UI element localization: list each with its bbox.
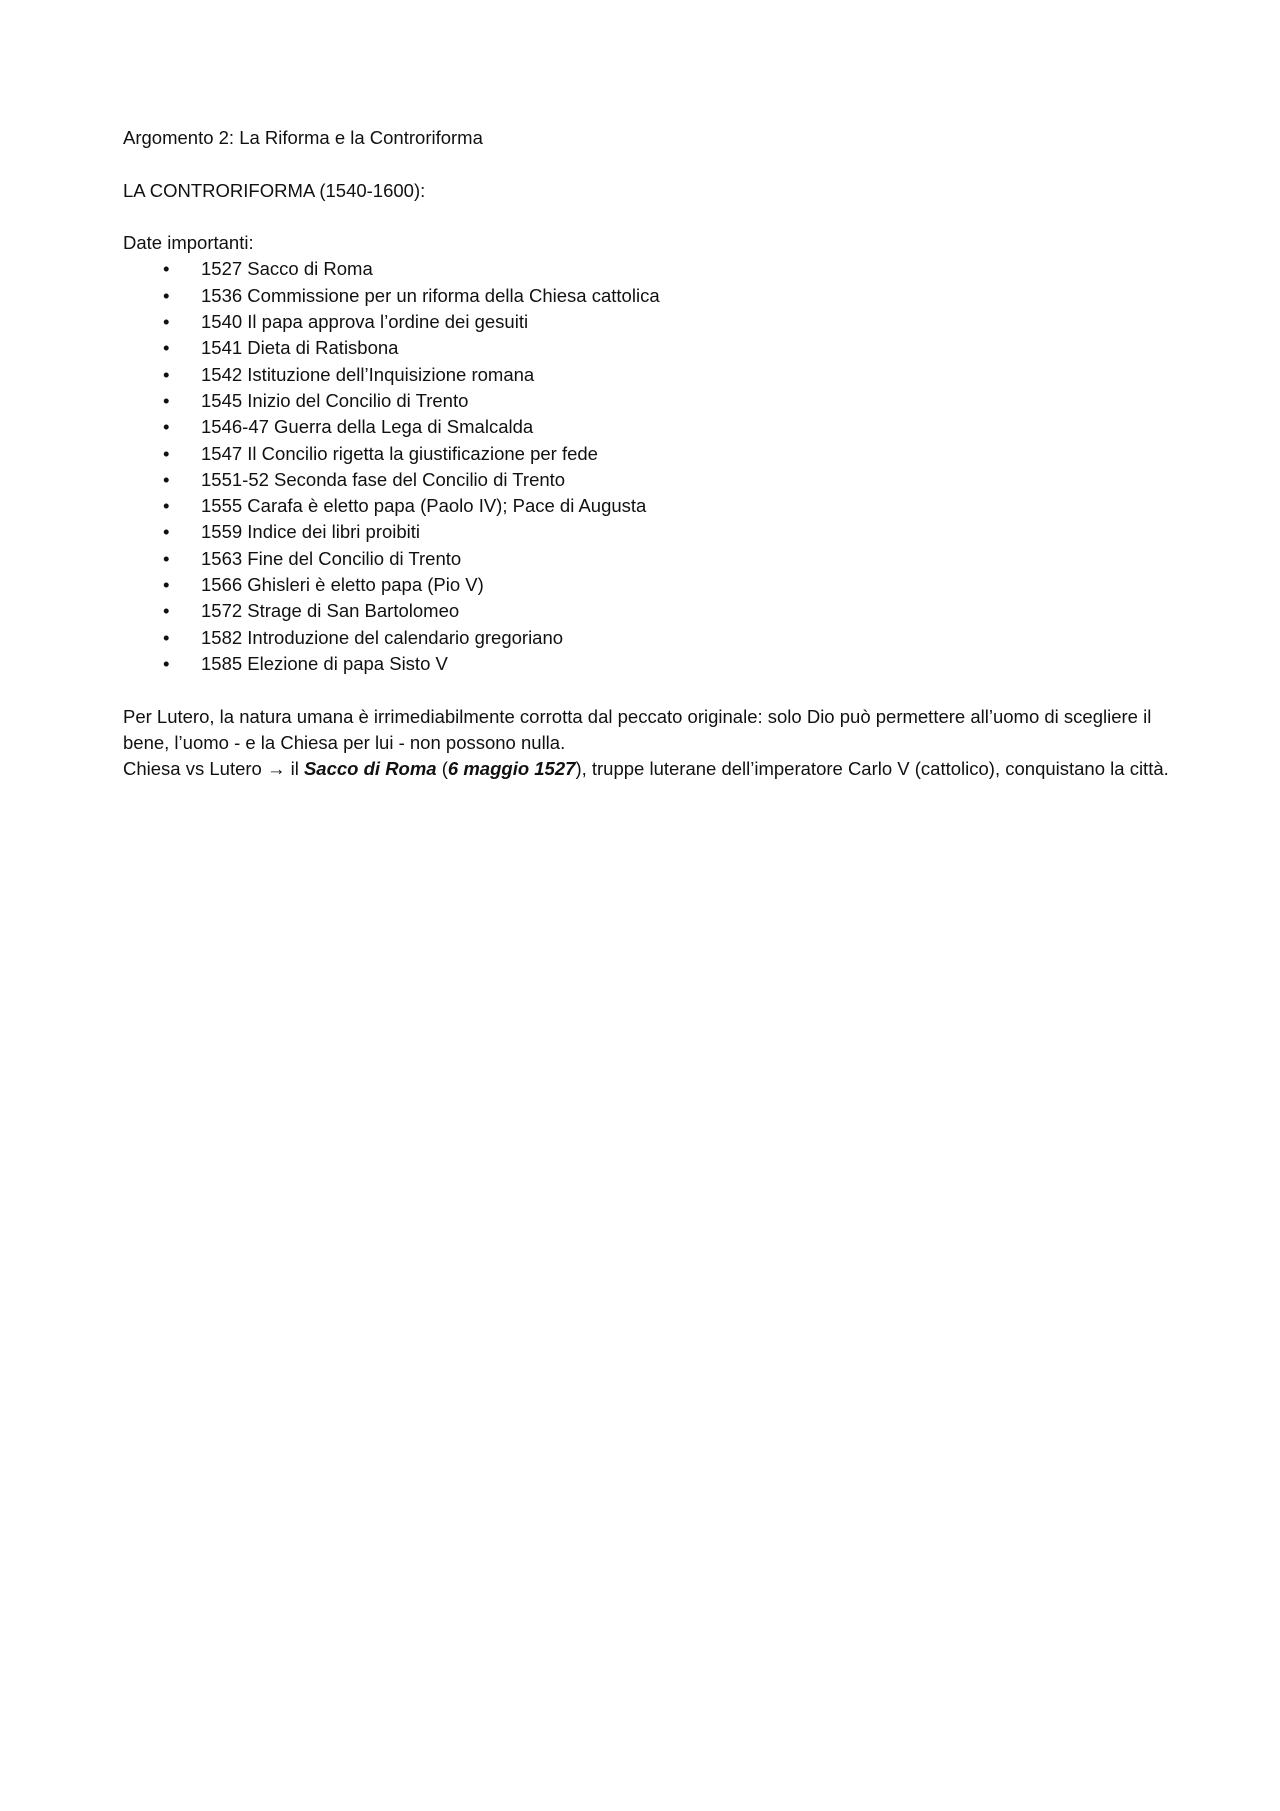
list-item: • 1563 Fine del Concilio di Trento (123, 546, 1178, 572)
list-item: • 1540 Il papa approva l’ordine dei gesuiti (123, 309, 1178, 335)
list-item: • 1527 Sacco di Roma (123, 256, 1178, 282)
text-run: ( (436, 758, 448, 780)
list-item: • 1585 Elezione di papa Sisto V (123, 651, 1178, 677)
emphasis-date: 6 maggio 1527 (447, 758, 576, 780)
text-run: ), truppe luterane dell’imperatore Carlo V (cattolico), conquistano la città. (575, 758, 1169, 780)
list-item: • 1542 Istituzione dell’Inquisizione romana (123, 362, 1178, 388)
list-item: • 1547 Il Concilio rigetta la giustificazione per fede (123, 441, 1178, 467)
spacer (123, 204, 1178, 230)
list-item: • 1546-47 Guerra della Lega di Smalcalda (123, 414, 1178, 440)
list-item: • 1536 Commissione per un riforma della Chiesa cattolica (123, 283, 1178, 309)
spacer (123, 677, 1178, 703)
document-title: Argomento 2: La Riforma e la Controriforma (123, 127, 483, 148)
list-item: • 1541 Dieta di Ratisbona (123, 335, 1178, 361)
list-item: • 1551-52 Seconda fase del Concilio di Trento (123, 467, 1178, 493)
paragraph-sacco-roma (123, 756, 1178, 782)
section-heading-controriforma: LA CONTRORIFORMA (1540-1600): (123, 179, 426, 201)
list-item: • 1559 Indice dei libri proibiti (123, 519, 1178, 545)
dates-heading: Date importanti: (123, 232, 254, 254)
list-item: • 1566 Ghisleri è eletto papa (Pio V) (123, 572, 1178, 598)
emphasis-sacco-di-roma: Sacco di Roma (303, 758, 437, 780)
paragraph-lutero: Per Lutero, la natura umana è irrimediabilmente corrotta dal peccato originale: solo Dio può permettere all’uomo di scegliere il bene, l’uomo - e la Chiesa per lui - non possono nulla. (123, 705, 1152, 753)
text-run: Chiesa vs Lutero → il (123, 758, 304, 780)
list-item: • 1545 Inizio del Concilio di Trento (123, 388, 1178, 414)
dates-list (123, 256, 1178, 677)
list-item: • 1582 Introduzione del calendario gregoriano (123, 625, 1178, 651)
document-page (123, 125, 1178, 782)
spacer (123, 151, 1178, 177)
list-item: • 1572 Strage di San Bartolomeo (123, 598, 1178, 624)
list-item: • 1555 Carafa è eletto papa (Paolo IV); Pace di Augusta (123, 493, 1178, 519)
